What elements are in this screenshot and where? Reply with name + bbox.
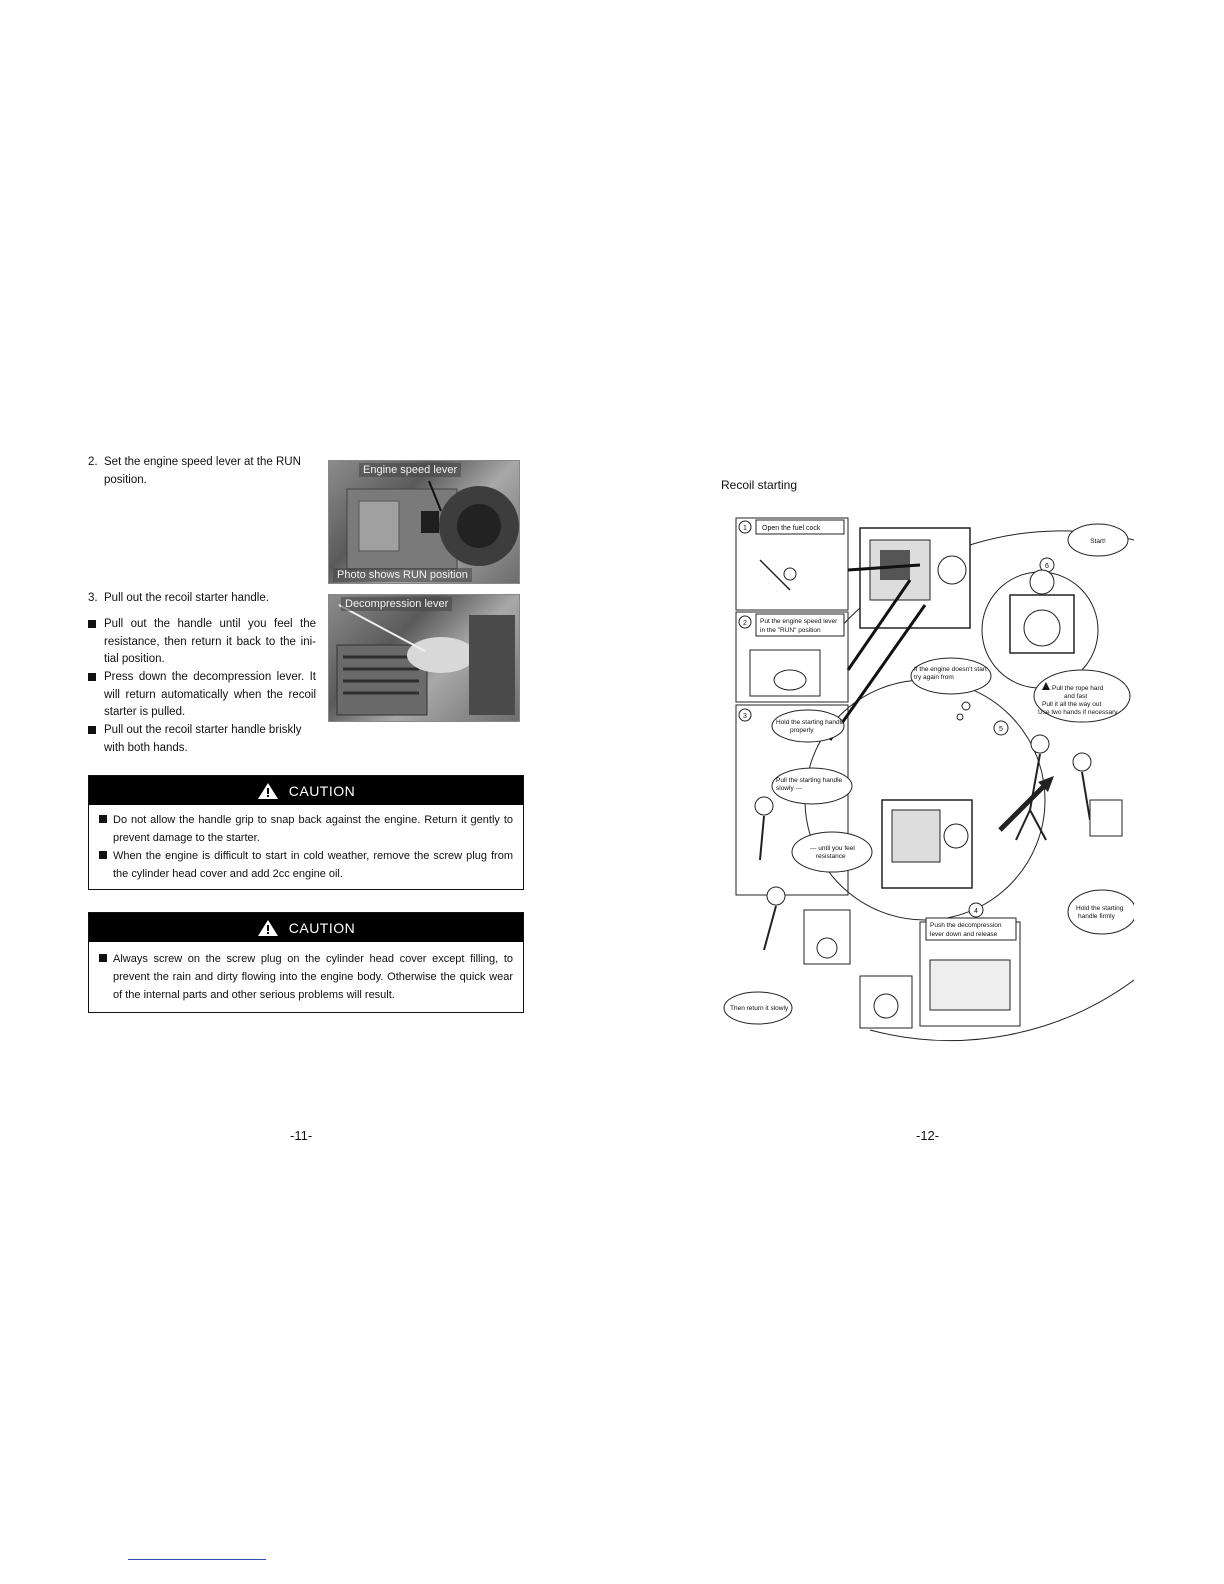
bullet-pull-handle [88,616,316,669]
pull-rope-line3: Pull it all the way out [1042,701,1102,708]
photo-label-decompression-lever: Decompression lever [341,597,452,611]
hold-properly-line2: properly [790,727,814,734]
step-3-number: 3 [743,713,747,720]
step-6-number: 6 [1045,563,1049,570]
bullet-pull-briskly [88,722,316,757]
caution-header [89,776,523,805]
decompression-lever-photo [328,594,520,722]
hand-on-lever-illustration [329,595,519,721]
photo-label-run-position: Photo shows RUN position [333,568,472,582]
step-5-number: 5 [999,726,1003,733]
step-2-text: Set the engine speed lever at the RUN position. [104,456,301,486]
page-number-left: -11- [290,1128,313,1143]
step-1-number: 1 [743,525,747,532]
warning-triangle-icon [257,782,279,800]
bullet-square-icon [88,726,96,734]
caution-content [89,942,523,1012]
warning-triangle-icon [257,919,279,937]
caution-title: CAUTION [288,782,356,799]
step-2-number: 2 [743,620,747,627]
hold-properly-bubble [772,710,844,742]
until-resistance-line2: resistance [816,853,846,860]
retry-bubble-line2: try again from [914,674,954,681]
recoil-starting-diagram [720,510,1134,1044]
bullet-text: Pull out the recoil starter handle briskly with both hands. [104,724,302,754]
push-line1: Push the decompression [930,922,1002,929]
engine-speed-lever-photo [328,460,520,584]
retry-bubble-line1: If the engine doesn't start [914,666,987,673]
step-3-number: 3. [88,592,98,604]
push-line2: lever down and release [930,931,998,938]
start-bubble-text: Start! [1090,538,1106,545]
hold-properly-line1: Hold the starting handle [776,719,845,726]
pull-slowly-line2: slowly --- [776,785,802,792]
return-slowly-text: Then return it slowly [730,1005,789,1012]
caution-header [89,913,523,942]
step-2-label-line1: Put the engine speed lever [760,618,838,625]
caution-title: CAUTION [288,919,356,936]
step-1-label: Open the fuel cock [762,525,821,532]
section-heading: Recoil starting [721,478,798,492]
step-2-number: 2. [88,456,98,468]
hold-firmly-line2: handle firmly [1078,913,1115,920]
pull-rope-line4: Use two hands if necessary [1038,709,1118,716]
bullet-square-icon [88,620,96,628]
decompression-sketch [930,960,1010,1010]
engine-illustration [329,461,519,583]
step-4-number: 4 [974,908,978,915]
fuel-cock-knob [784,568,796,580]
pull-rope-line1: Pull the rope hard [1052,685,1104,692]
footnote-rule [128,1559,266,1560]
generator-center [882,800,972,888]
bullet-text: Press down the decompression lever. It will return automatically when the recoil starter is pulled. [104,671,316,718]
caution-content [89,805,523,889]
pull-slowly-line1: Pull the starting handle [776,777,843,784]
step-2 [88,454,320,489]
step-3-text: Pull out the recoil starter handle. [104,592,269,604]
step-3 [88,590,320,608]
bullet-square-icon [99,954,107,962]
pull-rope-line2: and fast [1064,693,1088,700]
step-2-label-line2: in the "RUN" position [760,627,821,634]
page-number-right: -12- [916,1128,940,1143]
photo-label-engine-speed-lever: Engine speed lever [359,463,461,477]
generator-top [860,528,970,628]
bullet-text: Pull out the handle until you feel the resistance, then return it back to the ini-tial position. [104,618,316,665]
bullet-square-icon [88,673,96,681]
bullet-square-icon [99,815,107,823]
person-pulling-figure [1016,735,1122,840]
hold-firmly-line1: Hold the starting [1076,905,1124,912]
caution-item: When the engine is difficult to start in cold weather, remove the screw plug from the cylinder head cover and add 2cc engine oil. [99,847,513,883]
bullet-square-icon [99,851,107,859]
caution-item: Always screw on the screw plug on the cylinder head cover except filling, to prevent the rain and dirty flowing into the engine body. Otherwise the quick wear of the internal parts and other serious problems will result. [99,950,513,1004]
until-resistance-line1: --- until you feel [810,845,855,852]
hold-firmly-bubble [1068,890,1134,934]
caution-item: Do not allow the handle grip to snap back against the engine. Return it gently to prevent damage to the starter. [99,811,513,847]
bullet-press-decompression [88,669,316,722]
caution-box-2 [88,912,524,1013]
caution-box-1 [88,775,524,890]
running-generator [1010,570,1074,653]
until-resistance-bubble [792,832,872,872]
